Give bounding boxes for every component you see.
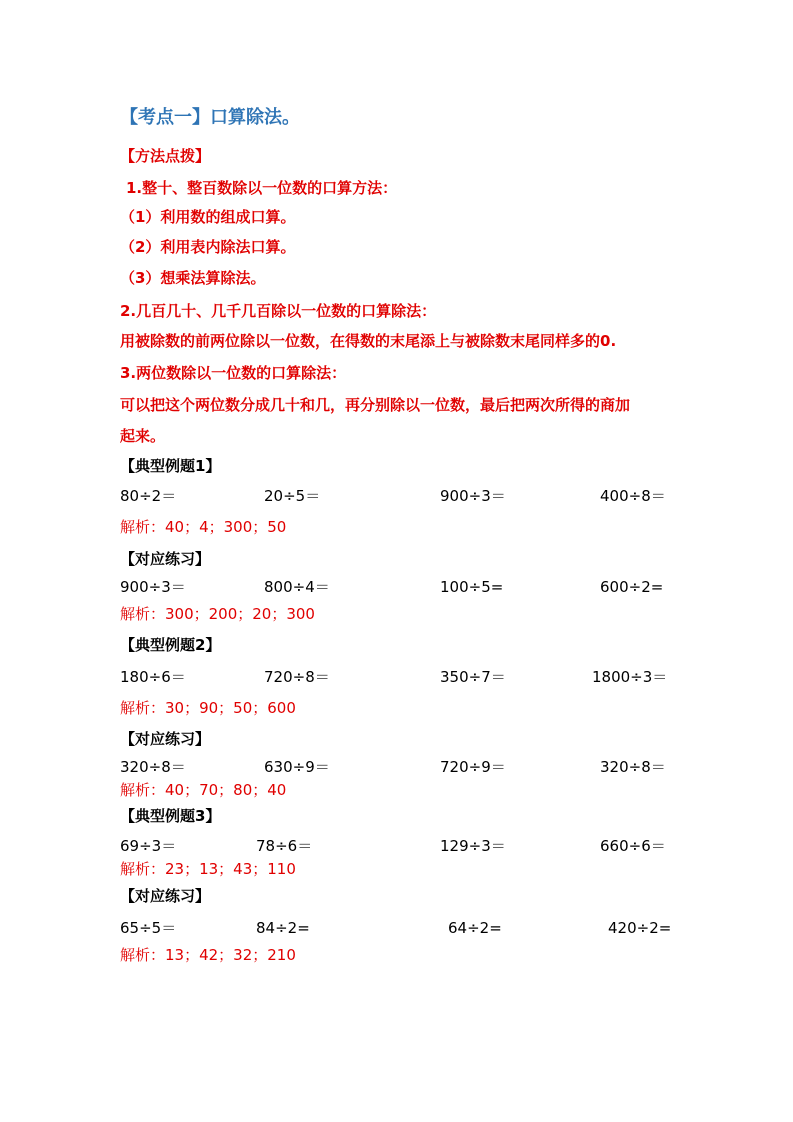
- method-line-2: （1）利用数的组成口算。: [120, 208, 296, 226]
- answer-line: 解析：30；90；50；600: [120, 699, 296, 717]
- answer-line: 解析：40；4；300；50: [120, 518, 287, 536]
- problem: 180÷6＝: [120, 668, 186, 686]
- problem: 320÷8＝: [600, 758, 666, 776]
- method-heading: 【方法点拨】: [120, 147, 211, 165]
- section-heading: 【对应练习】: [120, 887, 211, 905]
- problem: 320÷8＝: [120, 758, 186, 776]
- answer-line: 解析：40；70；80；40: [120, 781, 287, 799]
- problem: 660÷6＝: [600, 837, 666, 855]
- section-heading: 【典型例题2】: [120, 636, 221, 654]
- method-line-8: 可以把这个两位数分成几十和几，再分别除以一位数，最后把两次所得的商加: [120, 396, 631, 414]
- problem: 78÷6＝: [256, 837, 313, 855]
- problem: 1800÷3＝: [592, 668, 668, 686]
- method-line-6: 用被除数的前两位除以一位数，在得数的末尾添上与被除数末尾同样多的0.: [120, 332, 617, 350]
- problem: 65÷5＝: [120, 919, 177, 937]
- problem: 800÷4＝: [264, 578, 330, 596]
- problem: 720÷9＝: [440, 758, 506, 776]
- answer-line: 解析：300；200；20；300: [120, 605, 315, 623]
- problem: 69÷3＝: [120, 837, 177, 855]
- method-line-1: 1.整十、整百数除以一位数的口算方法：: [126, 179, 398, 197]
- problem: 80÷2＝: [120, 487, 177, 505]
- topic-title: 【考点一】口算除法。: [120, 107, 300, 128]
- problem: 400÷8＝: [600, 487, 666, 505]
- answer-line: 解析：13；42；32；210: [120, 946, 296, 964]
- problem: 84÷2=: [256, 919, 310, 937]
- problem: 900÷3＝: [120, 578, 186, 596]
- method-line-5: 2.几百几十、几千几百除以一位数的口算除法：: [120, 302, 437, 320]
- method-line-4: （3）想乘法算除法。: [120, 269, 266, 287]
- method-line-7: 3.两位数除以一位数的口算除法：: [120, 364, 347, 382]
- problem: 20÷5＝: [264, 487, 321, 505]
- problem: 720÷8＝: [264, 668, 330, 686]
- method-line-9: 起来。: [120, 427, 166, 445]
- section-heading: 【对应练习】: [120, 550, 211, 568]
- problem: 129÷3＝: [440, 837, 506, 855]
- section-heading: 【典型例题1】: [120, 457, 221, 475]
- section-heading: 【对应练习】: [120, 730, 211, 748]
- problem: 100÷5=: [440, 578, 504, 596]
- method-line-3: （2）利用表内除法口算。: [120, 238, 296, 256]
- problem: 600÷2=: [600, 578, 664, 596]
- problem: 350÷7＝: [440, 668, 506, 686]
- problem: 900÷3＝: [440, 487, 506, 505]
- problem: 630÷9＝: [264, 758, 330, 776]
- problem: 420÷2=: [608, 919, 672, 937]
- problem: 64÷2=: [448, 919, 502, 937]
- section-heading: 【典型例题3】: [120, 807, 221, 825]
- answer-line: 解析：23；13；43；110: [120, 860, 296, 878]
